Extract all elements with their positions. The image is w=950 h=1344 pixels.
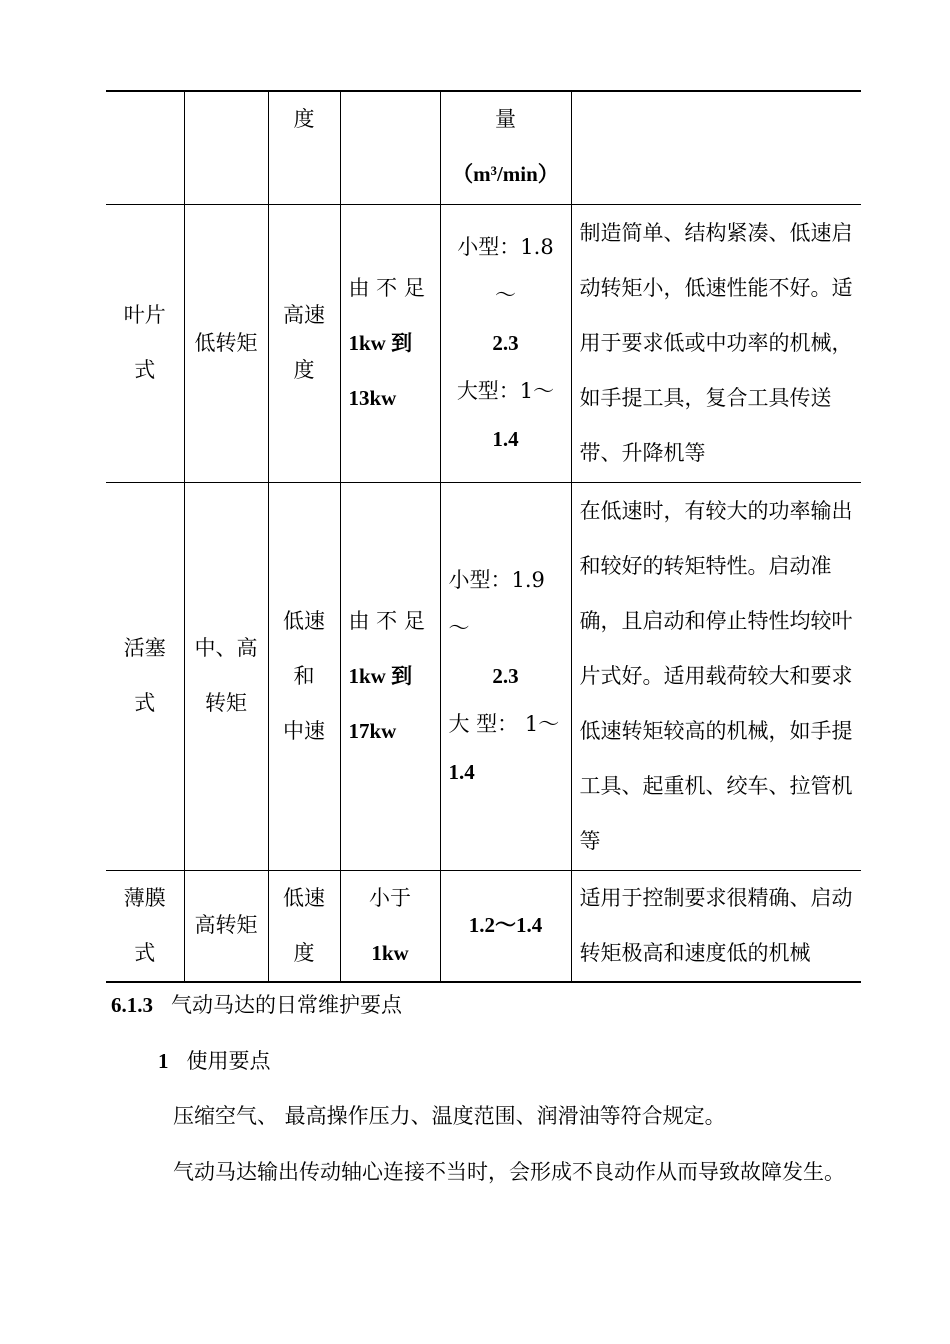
table-cell-type: 叶片 式 (106, 204, 184, 482)
subsection-heading (158, 1046, 271, 1076)
table-cell-speed: 低速 度 (268, 870, 340, 982)
subsection-number: 1 (158, 1049, 169, 1073)
section-heading (111, 990, 402, 1020)
table-cell (184, 91, 268, 204)
motor-comparison-table (106, 90, 861, 983)
table-row (106, 204, 861, 482)
table-cell-type: 活塞 式 (106, 482, 184, 870)
table-cell-air: 小型：1.8～ 2.3 大型：1～ 1.4 (440, 204, 571, 482)
table-cell-power: 由 不 足 1kw 到 17kw (340, 482, 440, 870)
section-number: 6.1.3 (111, 993, 153, 1017)
table-cell-notes: 制造简单、结构紧凑、低速启动转矩小，低速性能不好。适用于要求低或中功率的机械，如手提工具，复合工具传送带、升降机等 (571, 204, 861, 482)
table-cell-speed: 高速 度 (268, 204, 340, 482)
table-cell-notes: 在低速时，有较大的功率输出和较好的转矩特性。启动准确，且启动和停止特性均较叶片式好。适用载荷较大和要求低速转矩较高的机械，如手提工具、起重机、绞车、拉管机等 (571, 482, 861, 870)
table-cell-torque: 高转矩 (184, 870, 268, 982)
table-cell-torque: 中、高 转矩 (184, 482, 268, 870)
table-row (106, 91, 861, 204)
table-cell-type: 薄膜 式 (106, 870, 184, 982)
table-cell-power: 由 不 足 1kw 到 13kw (340, 204, 440, 482)
table-cell-air: 小型：1.9～ 2.3 大 型： 1～ 1.4 (440, 482, 571, 870)
table-cell-air: 1.2～1.4 (440, 870, 571, 982)
table-cell (571, 91, 861, 204)
subsection-title: 使用要点 (186, 1049, 271, 1073)
table-cell-torque: 低转矩 (184, 204, 268, 482)
section-title: 气动马达的日常维护要点 (171, 993, 402, 1017)
table-row (106, 870, 861, 982)
table-cell: 量 （m³/min） (440, 91, 571, 204)
table-cell-notes: 适用于控制要求很精确、启动转矩极高和速度低的机械 (571, 870, 861, 982)
table-cell-power: 小于 1kw (340, 870, 440, 982)
paragraph: 压缩空气、 最高操作压力、温度范围、润滑油等符合规定。 (173, 1104, 726, 1128)
table-row (106, 482, 861, 870)
table-cell-speed: 低速 和 中速 (268, 482, 340, 870)
table-cell: 度 (268, 91, 340, 204)
paragraph: 气动马达输出传动轴心连接不当时，会形成不良动作从而导致故障发生。 (173, 1160, 845, 1184)
table-cell (340, 91, 440, 204)
table-cell (106, 91, 184, 204)
